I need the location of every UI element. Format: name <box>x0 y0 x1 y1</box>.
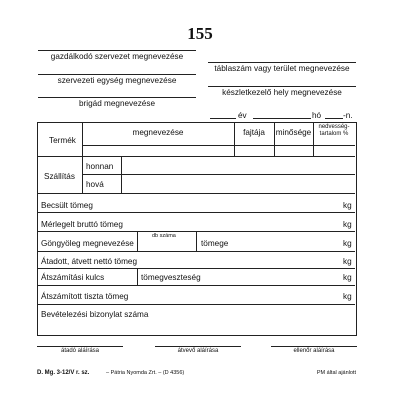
unit-kg: kg <box>343 239 352 248</box>
handover-sign-label: átadó aláírása <box>60 348 100 354</box>
row-divider <box>37 212 355 213</box>
unit-label: szervezeti egység megnevezése <box>57 76 177 85</box>
unit-kg: kg <box>343 273 352 282</box>
container-label: Göngyöleg megnevezése <box>41 239 134 248</box>
row-divider <box>37 193 355 194</box>
day-label: -n. <box>343 111 353 120</box>
net-received-label: Átadott, átvett nettó tömeg <box>41 257 138 266</box>
from-label: honnan <box>86 162 114 171</box>
unit-line <box>38 74 196 75</box>
type-col-label: fajtája <box>243 128 265 137</box>
estimated-label: Becsült tömeg <box>41 201 93 210</box>
container-mass-label: tömege <box>201 239 229 248</box>
month-line <box>253 118 311 119</box>
quality-col-label: minősége <box>275 128 312 137</box>
plot-label: táblaszám vagy terület megnevezése <box>214 64 350 73</box>
unit-kg: kg <box>343 292 352 301</box>
plot-line <box>208 62 356 63</box>
name-col-label: megnevezése <box>132 128 184 137</box>
year-line <box>210 118 236 119</box>
row-divider <box>82 174 355 175</box>
row-divider <box>37 251 355 252</box>
col-divider <box>137 231 138 251</box>
warehouse-label: készletkezelő hely megnevezése <box>222 88 342 97</box>
col-divider <box>196 231 197 251</box>
gross-label: Mérlegelt bruttó tömeg <box>41 220 123 229</box>
conversion-label: Átszámítási kulcs <box>41 273 105 282</box>
org-label: gazdálkodó szervezet megnevezése <box>50 52 184 61</box>
unit-kg: kg <box>343 220 352 229</box>
product-label: Termék <box>49 136 76 145</box>
row-divider <box>82 145 355 146</box>
brigade-line <box>38 97 196 98</box>
row-divider <box>37 156 355 157</box>
moisture-col-label: nedvesség-tartalom % <box>318 124 350 137</box>
year-label: év <box>238 111 247 120</box>
net-clean-label: Átszámított tiszta tömeg <box>41 292 129 301</box>
warehouse-line <box>208 86 356 87</box>
org-line <box>38 50 196 51</box>
row-divider <box>37 304 355 305</box>
to-label: hová <box>86 180 104 189</box>
receiver-sign-label: átvevő aláírása <box>177 348 219 354</box>
unit-kg: kg <box>343 201 352 210</box>
transport-label: Szállítás <box>44 172 75 181</box>
receiver-sign-line <box>155 346 241 347</box>
brigade-label: brigád megnevezése <box>78 99 155 108</box>
handover-sign-line <box>37 346 123 347</box>
form-number: 155 <box>187 24 213 43</box>
mass-loss-label: tömegveszteség <box>141 273 201 282</box>
form-code: D. Mg. 3-12/V r. sz. <box>37 370 90 376</box>
unit-kg: kg <box>343 257 352 266</box>
row-divider <box>37 285 355 286</box>
month-label: hó <box>312 111 322 120</box>
col-divider <box>137 268 138 285</box>
receipt-label: Bevételezési bizonylat száma <box>41 310 149 319</box>
recommended-by: PM által ajánlott <box>316 370 356 376</box>
row-divider <box>37 268 355 269</box>
publisher: – Pátria Nyomda Zrt. – (D 4356) <box>106 370 185 376</box>
container-qty-label: db száma <box>152 233 176 239</box>
checker-sign-label: ellenőr aláírása <box>293 348 335 354</box>
day-line <box>325 118 343 119</box>
checker-sign-line <box>271 346 357 347</box>
